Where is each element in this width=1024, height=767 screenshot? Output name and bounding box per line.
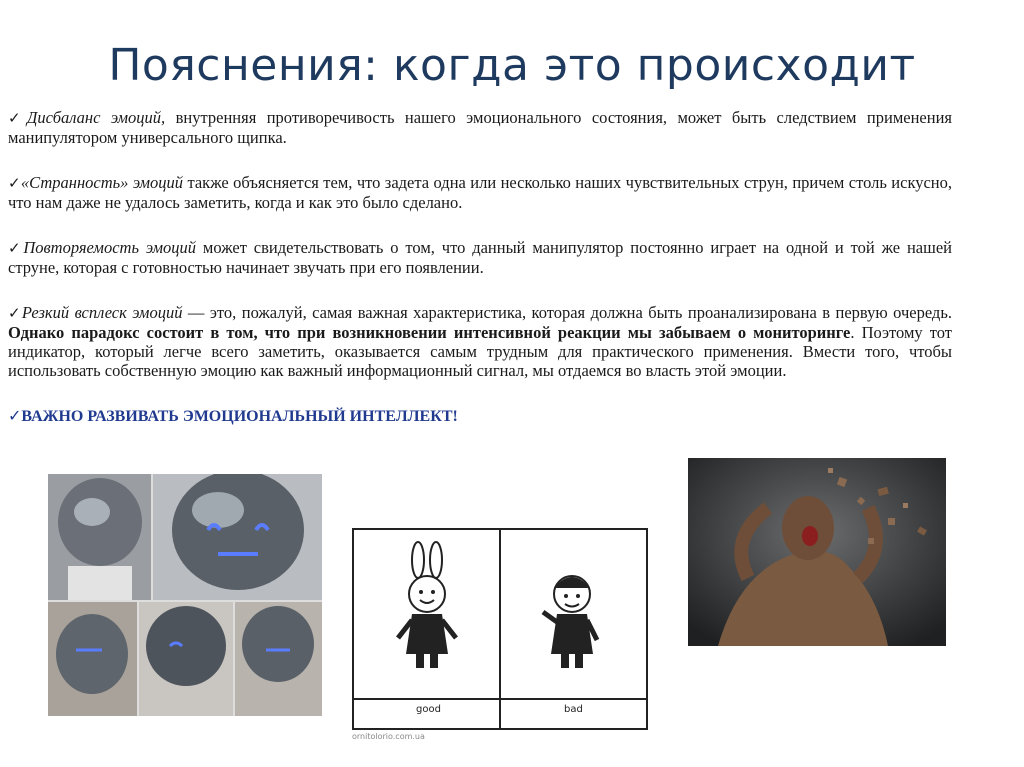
bullet-3-emph: Повторяемость эмоций [23, 238, 197, 257]
shattering-photo-svg [688, 458, 946, 646]
bullet-4-text-before: — это, пожалуй, самая важная характеристика, которая должна быть проанализирована в первую очередь. [182, 303, 952, 322]
bullet-1 [8, 108, 952, 147]
checkmark-icon: ✓ [8, 174, 21, 192]
shattering-figure-photo [688, 458, 946, 646]
checkmark-icon: ✓ [8, 304, 22, 322]
comic-figures-svg [354, 530, 646, 698]
comic-credit: ornitolorio.com.ua [352, 732, 425, 741]
bullet-4-emph: Резкий всплеск эмоций [21, 303, 183, 322]
bullet-3 [8, 238, 952, 277]
bullet-4-bold: Однако парадокс состоит в том, что при возникновении интенсивной реакции мы забываем о мониторинге [8, 323, 851, 342]
bullet-2-text: также объясняется тем, что задета одна или несколько наших чувствительных струн, причем столь искусно, что нам даже не удалось заметить, когда и как это было сделано. [8, 173, 953, 212]
checkmark-icon: ✓ [8, 406, 22, 425]
good-bad-comic [352, 528, 648, 730]
helmet-collage-svg [48, 474, 322, 716]
helmet-photo-collage [48, 474, 322, 716]
checkmark-icon: ✓ [8, 239, 24, 257]
checkmark-icon: ✓ [8, 109, 27, 127]
comic-label-bad: bad [564, 704, 583, 715]
slide-title: Пояснения: когда это происходит [108, 40, 916, 91]
bullet-1-text: внутренняя противоречивость нашего эмоционального состояния, может быть следствием применения манипулятором универсального щипка. [8, 108, 953, 147]
bullet-list [8, 108, 952, 452]
comic-label-divider [354, 698, 646, 700]
bullet-4 [8, 303, 952, 380]
bullet-5 [8, 406, 952, 426]
comic-label-good: good [416, 704, 441, 715]
bullet-2-emph: «Странность» эмоций [20, 173, 184, 192]
bullet-5-caps: ВАЖНО РАЗВИВАТЬ ЭМОЦИОНАЛЬНЫЙ ИНТЕЛЛЕКТ! [21, 408, 458, 425]
bullet-4-text-after: . Поэтому тот индикатор, который легче всего заметить, оказывается самым трудным для практического применения. Вмести того, чтобы использовать собственную эмоцию как важный информационный сигнал, мы отдаемся во власть этой эмоции. [8, 323, 953, 380]
bullet-3-text: может свидетельствовать о том, что данный манипулятор постоянно играет на одной и той же нашей струне, которая с готовностью начинает звучать при его появлении. [8, 238, 952, 277]
bullet-2 [8, 173, 952, 212]
bullet-1-emph: Дисбаланс эмоций, [26, 108, 166, 127]
